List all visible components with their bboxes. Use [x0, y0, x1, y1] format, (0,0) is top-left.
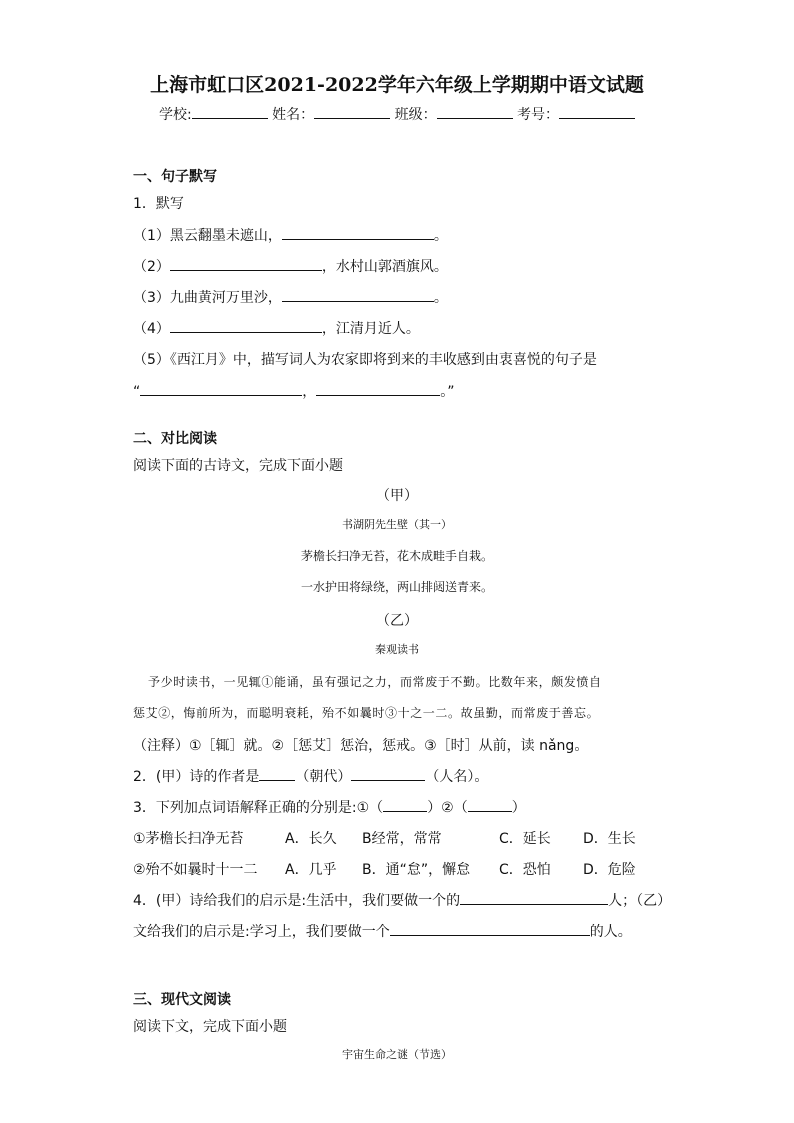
student-info-line: [0, 104, 794, 124]
option-d[interactable]: D．危险: [583, 862, 636, 878]
dynasty-blank[interactable]: [259, 767, 295, 781]
prose-yi-line-2: 惩艾②，悔前所为，而聪明衰耗，殆不如曩时③十之一二。故虽勤，而常废于善忘。: [133, 706, 600, 720]
q3: 3．下列加点词语解释正确的分别是:①（ ）②（ ）: [133, 800, 526, 816]
answer-blank[interactable]: [170, 257, 322, 271]
answer-blank[interactable]: [282, 288, 434, 302]
option-c[interactable]: C．延长: [499, 831, 551, 847]
q1-item-5: （5）《西江月》中，描写词人为农家即将到来的丰收感到由衷喜悦的句子是: [133, 352, 597, 368]
q1-item-3: （3）九曲黄河万里沙， 。: [133, 290, 448, 306]
exam-number-blank[interactable]: [559, 105, 635, 119]
prose-yi-line-1: 予少时读书，一见辄①能诵，虽有强记之力，而常废于不勤。比数年来，颇发愤自: [148, 675, 602, 689]
poem-jia-title: 书湖阴先生壁（其一）: [342, 518, 452, 531]
school-blank[interactable]: [192, 105, 268, 119]
option-c[interactable]: C．恐怕: [499, 862, 551, 878]
author-blank[interactable]: [351, 767, 425, 781]
exam-page: 上海市虹口区2021-2022学年六年级上学期期中语文试题 学校: 姓名： 班级： 考号： 一、句子默写 1．默写 （1）黑云翻墨未遮山， 。 （2） ，水村山郭酒旗风。 （3）九曲黄河万里沙， 。 （4） ，江清月近人。 （5）《西江月》中，描写词人为农家即将到来的丰收感到由衷喜悦的句子是 “ ， 。” 二、对比阅读 阅读下面的古诗文，完成下面小题 （甲） 书湖阴先生壁（其一） 茅檐长扫净无苔，花木成畦手自栽。 一水护田将绿绕，两山排闼送青来。 （乙） 秦观读书 予少时读书，一见辄①能诵，虽有强记之力，而常废于不勤。比数年来，颇发愤自 惩艾②，悔前所为，而聪明衰耗，殆不如曩时③十之一二。故虽勤，而常废于善忘。 （注释）①［辄］就。②［惩艾］惩治，惩戒。③［时］从前，读 nǎng。 2．(甲）诗的作者是 （朝代） （人名）。 3．下列加点词语解释正确的分别是:①（ ）②（ ） ①茅檐长扫净无苔 A．长久 B经常，常常 C．延长 D．生长 ②殆不如曩时十一二 A．几乎 B．通“怠”，懈怠 C．恐怕 D．危险 4．(甲）诗给我们的启示是:生活中，我们要做一个的 人；（乙） 文给我们的启示是:学习上，我们要做一个 的人。 三、现代文阅读 阅读下文，完成下面小题 宇宙生命之谜（节选）: [0, 0, 794, 1123]
option-d[interactable]: D．生长: [583, 831, 636, 847]
section2-heading: 二、对比阅读: [133, 431, 217, 447]
name-label: 姓名：: [272, 107, 315, 123]
class-label: 班级：: [394, 107, 437, 123]
q4-line-1: 4．(甲）诗给我们的启示是:生活中，我们要做一个的 人；（乙）: [133, 893, 672, 909]
q1-item-4: （4） ，江清月近人。: [133, 321, 420, 337]
answer-blank[interactable]: [282, 226, 434, 240]
answer-blank[interactable]: [140, 382, 302, 396]
name-blank[interactable]: [314, 105, 390, 119]
option-b[interactable]: B经常，常常: [362, 831, 442, 847]
answer-blank[interactable]: [170, 319, 322, 333]
option-a[interactable]: A．几乎: [285, 862, 337, 878]
annotation-note: （注释）①［辄］就。②［惩艾］惩治，惩戒。③［时］从前，读 nǎng。: [133, 738, 589, 754]
poem-jia-label: （甲）: [376, 488, 418, 504]
q1-item-1: （1）黑云翻墨未遮山， 。: [133, 228, 448, 244]
q2: 2．(甲）诗的作者是 （朝代） （人名）。: [133, 769, 489, 785]
passage-title: 宇宙生命之谜（节选）: [342, 1048, 452, 1061]
answer-blank[interactable]: [316, 382, 440, 396]
section2-instruction: 阅读下面的古诗文，完成下面小题: [133, 458, 343, 474]
prose-yi-title: 秦观读书: [375, 643, 419, 656]
answer-blank[interactable]: [468, 798, 512, 812]
option-b[interactable]: B．通“怠”，懈怠: [362, 862, 471, 878]
answer-blank[interactable]: [460, 891, 608, 905]
section3-heading: 三、现代文阅读: [133, 992, 231, 1008]
exam-number-label: 考号：: [517, 107, 560, 123]
exam-title: 上海市虹口区2021-2022学年六年级上学期期中语文试题: [150, 74, 644, 96]
poem-jia-line-2: 一水护田将绿绕，两山排闼送青来。: [300, 580, 493, 594]
q4-line-2: 文给我们的启示是:学习上，我们要做一个 的人。: [133, 924, 632, 940]
poem-jia-line-1: 茅檐长扫净无苔，花木成畦手自栽。: [300, 549, 493, 563]
section1-heading: 一、句子默写: [133, 169, 217, 185]
q1-item-5-answer: “ ， 。”: [133, 384, 455, 400]
answer-blank[interactable]: [383, 798, 427, 812]
class-blank[interactable]: [437, 105, 513, 119]
q1-label: 1．默写: [133, 196, 184, 212]
answer-blank[interactable]: [390, 922, 590, 936]
school-label: 学校:: [158, 107, 192, 123]
section3-instruction: 阅读下文，完成下面小题: [133, 1019, 287, 1035]
q1-item-2: （2） ，水村山郭酒旗风。: [133, 259, 448, 275]
prose-yi-label: （乙）: [376, 613, 418, 629]
option-a[interactable]: A．长久: [285, 831, 337, 847]
